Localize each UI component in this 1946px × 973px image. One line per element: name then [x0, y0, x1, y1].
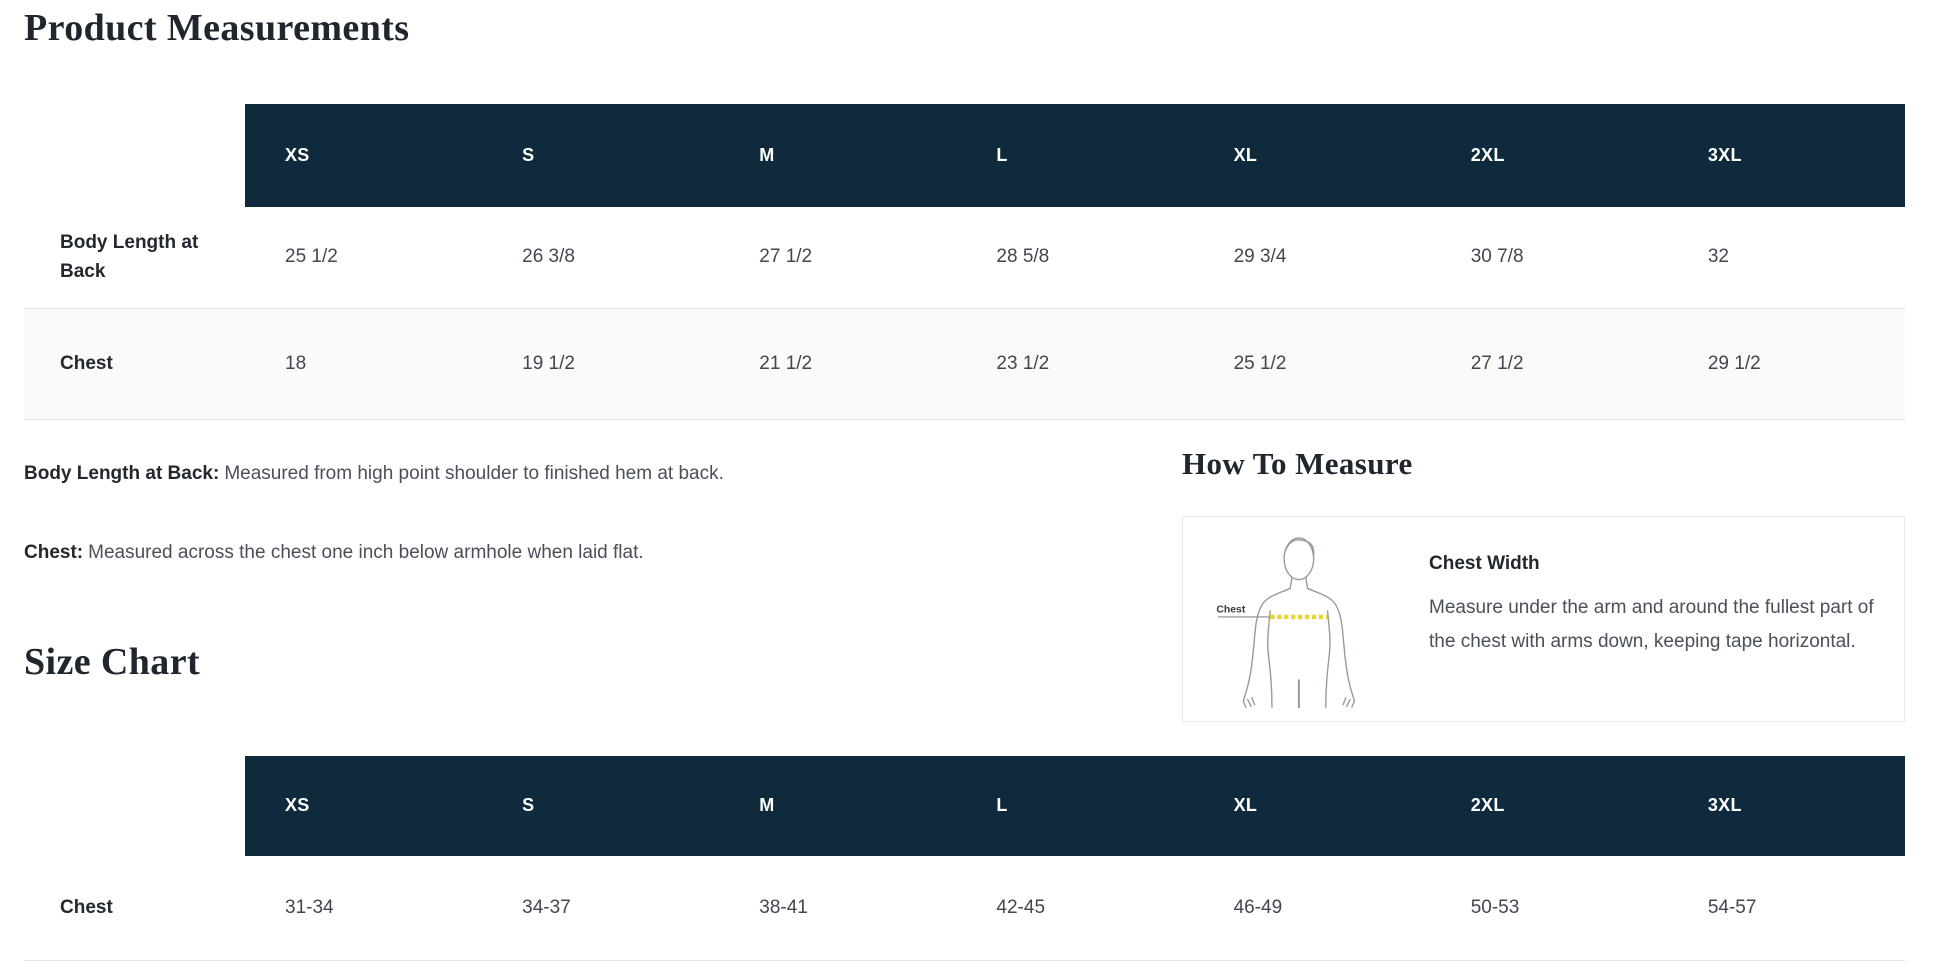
row-label: Chest: [60, 896, 113, 918]
cell-value: 38-41: [759, 896, 808, 918]
column-header-2xl: 2XL: [1431, 104, 1668, 207]
cell-value: 46-49: [1233, 896, 1283, 918]
column-header-3xl: 3XL: [1668, 756, 1905, 856]
note-body-length: [24, 460, 1122, 489]
table-corner-cell: [24, 104, 245, 207]
column-header-3xl: 3XL: [1668, 104, 1905, 207]
cell-value: 30 7/8: [1470, 246, 1524, 268]
column-header-l: L: [956, 104, 1193, 207]
cell-value: 23 1/2: [996, 352, 1050, 374]
column-header-xs: XS: [245, 756, 482, 856]
cell-value: 32: [1707, 246, 1729, 268]
cell-value: 27 1/2: [1470, 352, 1524, 374]
cell-value: 29 1/2: [1707, 352, 1761, 374]
product-measurements-table: [24, 104, 1905, 420]
column-header-l: L: [956, 756, 1193, 856]
size-chart-title: Size Chart: [24, 640, 201, 683]
cell-value: 28 5/8: [996, 246, 1050, 268]
cell-value: 21 1/2: [759, 352, 813, 374]
note-definition: Measured from high point shoulder to finished hem at back.: [224, 462, 724, 484]
cell-value: 54-57: [1707, 896, 1757, 918]
cell-value: 19 1/2: [522, 352, 575, 374]
column-header-2xl: 2XL: [1431, 756, 1668, 856]
cell-value: 42-45: [996, 896, 1046, 918]
how-to-measure-section: [1182, 446, 1905, 722]
cell-value: 26 3/8: [522, 246, 575, 268]
row-label: Chest: [60, 352, 113, 374]
cell-value: 29 3/4: [1233, 246, 1287, 268]
cell-value: 25 1/2: [1233, 352, 1287, 374]
column-header-xl: XL: [1194, 756, 1431, 856]
note-term: Body Length at Back:: [24, 462, 220, 484]
column-header-s: S: [482, 104, 719, 207]
cell-value: 25 1/2: [285, 246, 338, 268]
column-header-s: S: [482, 756, 719, 856]
measuring-figure-illustration: [1209, 531, 1387, 709]
notes-and-measure-section: [24, 446, 1905, 722]
cell-value: 31-34: [285, 896, 334, 918]
note-chest: [24, 539, 1122, 568]
column-header-xl: XL: [1194, 104, 1431, 207]
figure-chest-label: Chest: [1216, 604, 1246, 616]
note-definition: Measured across the chest one inch below armhole when laid flat.: [88, 542, 644, 564]
measurement-notes: [24, 446, 1182, 722]
row-label: Body Length at Back: [60, 231, 199, 283]
instruction-title: Chest Width: [1429, 552, 1540, 574]
page-title: Product Measurements: [24, 7, 410, 49]
table-header-row: [24, 756, 1905, 856]
instruction-text: Measure under the arm and around the fullest part of the chest with arms down, keeping tape horizontal.: [1429, 596, 1874, 653]
cell-value: 27 1/2: [759, 246, 813, 268]
column-header-xs: XS: [245, 104, 482, 207]
how-to-measure-card: [1182, 516, 1905, 722]
table-row-body-length: [24, 207, 1905, 308]
column-header-m: M: [719, 104, 956, 207]
body-figure-icon: [1209, 531, 1387, 709]
column-header-m: M: [719, 756, 956, 856]
table-row-chest: [24, 308, 1905, 420]
table-header-row: [24, 104, 1905, 207]
note-term: Chest:: [24, 542, 84, 564]
cell-value: 34-37: [522, 896, 571, 918]
cell-value: 50-53: [1470, 896, 1520, 918]
size-chart-table: [24, 756, 1905, 961]
table-row-chest: [24, 856, 1905, 961]
table-corner-cell: [24, 756, 245, 856]
cell-value: 18: [285, 352, 307, 374]
how-to-measure-title: How To Measure: [1182, 445, 1413, 481]
chest-width-instructions: [1387, 531, 1880, 660]
